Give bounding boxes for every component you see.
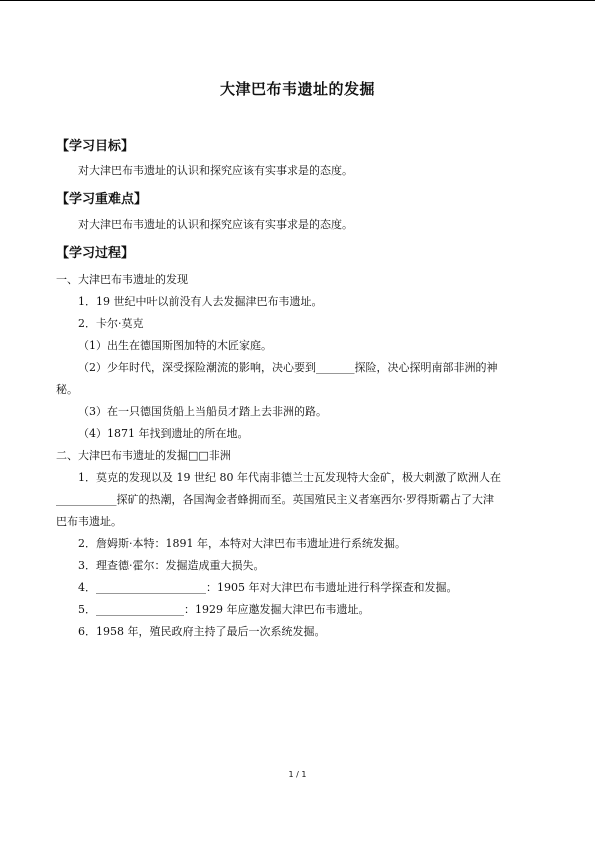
document-title: 大津巴布韦遗址的发掘 [219,80,375,98]
heading-key-points: 【学习重难点】 [56,192,148,207]
learning-goal-text: 对大津巴布韦遗址的认识和探究应该有实事求是的态度。 [78,164,353,177]
page-top-border [0,0,595,1]
section-2-item-2: 2．詹姆斯·本特：1891 年，本特对大津巴布韦遗址进行系统发掘。 [78,537,406,550]
section-1-item-2: 2．卡尔·莫克 [78,317,144,330]
section-2-item-1-line1: 1．莫克的发现以及 19 世纪 80 年代南非德兰士瓦发现特大金矿，极大刺激了欧洲人在 [78,471,501,484]
heading-learning-goal: 【学习目标】 [56,139,135,154]
section-1-item-2b-line2: 秘。 [56,383,78,396]
section-2-title: 二、大津巴布韦遗址的发掘□□非洲 [56,449,231,462]
section-1-item-2d: （4）1871 年找到遗址的所在地。 [78,427,249,440]
section-1-item-2a: （1）出生在德国斯图加特的木匠家庭。 [78,339,272,352]
section-1-title: 一、大津巴布韦遗址的发现 [56,273,188,286]
section-2-item-4: 4．____________________：1905 年对大津巴布韦遗址进行科学探查和发掘。 [78,581,458,594]
heading-learning-process: 【学习过程】 [56,246,135,261]
section-1-item-1: 1．19 世纪中叶以前没有人去发掘津巴布韦遗址。 [78,295,323,308]
key-points-text: 对大津巴布韦遗址的认识和探究应该有实事求是的态度。 [78,218,353,231]
section-2-item-1-line2: ___________探矿的热潮，各国淘金者蜂拥而至。英国殖民主义者塞西尔·罗得斯霸占了大津 [56,493,494,506]
section-2-item-6: 6．1958 年，殖民政府主持了最后一次系统发掘。 [78,625,326,638]
section-1-item-2b-line1: （2）少年时代，深受探险潮流的影响，决心要到_______探险，决心探明南部非洲的神 [78,361,498,374]
section-2-item-1-line3: 巴布韦遗址。 [56,515,122,528]
page-number: 1 / 1 [288,770,307,779]
section-1-item-2c: （3）在一只德国货船上当船员才踏上去非洲的路。 [78,405,327,418]
section-2-item-5: 5．________________：1929 年应邀发掘大津巴布韦遗址。 [78,603,370,616]
section-2-item-3: 3．理查德·霍尔：发掘造成重大损失。 [78,559,265,572]
